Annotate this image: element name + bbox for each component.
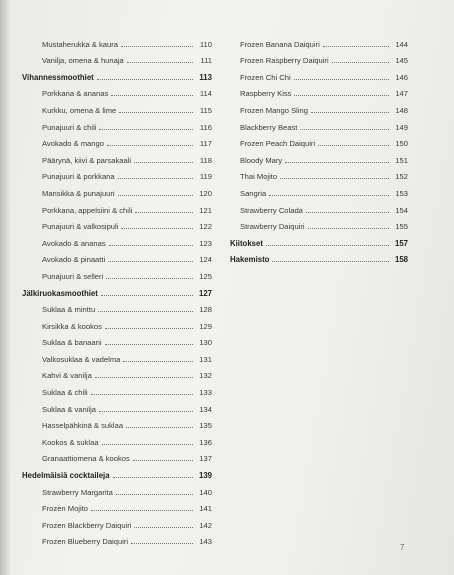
toc-section-entry bbox=[230, 248, 408, 265]
toc-entry-page: 120 bbox=[199, 188, 212, 198]
dot-leader bbox=[105, 344, 193, 345]
dot-leader bbox=[118, 178, 193, 179]
toc-entry-page: 143 bbox=[199, 537, 212, 547]
toc-entry-page: 148 bbox=[395, 105, 408, 115]
dot-leader bbox=[105, 328, 193, 329]
toc-entry-page: 144 bbox=[395, 39, 408, 49]
toc-entry-title: Raspberry Kiss bbox=[240, 89, 292, 99]
dot-leader bbox=[272, 261, 389, 262]
toc-entry-page: 130 bbox=[199, 338, 212, 348]
toc-entry-title: Strawberry Daiquiri bbox=[240, 222, 305, 232]
toc-entry bbox=[230, 132, 408, 149]
toc-entry bbox=[22, 298, 212, 315]
toc-entry-title: Suklaa & vanilja bbox=[42, 404, 97, 414]
toc-entry bbox=[22, 364, 212, 381]
toc-entry-page: 151 bbox=[395, 155, 408, 165]
toc-entry-page: 128 bbox=[199, 305, 212, 315]
toc-entry-page: 155 bbox=[395, 222, 408, 232]
toc-entry-title: Frozen Raspberry Daiquiri bbox=[240, 56, 329, 66]
toc-entry-title: Punajuuri & valkosipuli bbox=[42, 222, 119, 232]
toc-entry-page: 129 bbox=[199, 321, 212, 331]
dot-leader bbox=[107, 145, 193, 146]
dot-leader bbox=[311, 112, 389, 113]
toc-entry bbox=[230, 148, 408, 165]
toc-entry-title: Avokado & mango bbox=[42, 139, 104, 149]
dot-leader bbox=[121, 46, 193, 47]
dot-leader bbox=[91, 510, 193, 511]
toc-entry-page: 119 bbox=[199, 172, 212, 182]
toc-entry bbox=[22, 231, 212, 248]
toc-section-entry bbox=[22, 65, 212, 82]
dot-leader bbox=[269, 195, 389, 196]
toc-entry-title: Vanilja, omena & hunaja bbox=[42, 56, 124, 66]
dot-leader bbox=[126, 427, 193, 428]
toc-entry-page: 147 bbox=[395, 89, 408, 99]
toc-entry bbox=[22, 32, 212, 49]
toc-entry bbox=[22, 215, 212, 232]
toc-entry bbox=[22, 380, 212, 397]
dot-leader bbox=[133, 460, 193, 461]
dot-leader bbox=[95, 377, 193, 378]
dot-leader bbox=[99, 411, 193, 412]
dot-leader bbox=[91, 394, 193, 395]
toc-entry bbox=[22, 347, 212, 364]
dot-leader bbox=[318, 145, 389, 146]
toc-entry-page: 149 bbox=[395, 122, 408, 132]
toc-entry-title: Kurkku, omena & lime bbox=[42, 105, 117, 115]
toc-entry-title: Thai Mojito bbox=[240, 172, 278, 182]
toc-entry-title: Hasselpähkinä & suklaa bbox=[42, 421, 124, 431]
toc-entry bbox=[230, 98, 408, 115]
dot-leader bbox=[134, 162, 193, 163]
page-number: 7 bbox=[400, 543, 405, 552]
toc-entry bbox=[22, 248, 212, 265]
toc-entry-page: 158 bbox=[394, 255, 408, 265]
toc-entry-page: 142 bbox=[199, 520, 212, 530]
toc-entry-page: 131 bbox=[199, 354, 212, 364]
toc-entry bbox=[230, 65, 408, 82]
toc-entry bbox=[22, 165, 212, 182]
toc-entry bbox=[230, 215, 408, 232]
toc-entry-page: 154 bbox=[395, 205, 408, 215]
toc-section-entry bbox=[22, 281, 212, 298]
toc-entry-title: Kookos & suklaa bbox=[42, 437, 99, 447]
toc-entry-page: 133 bbox=[199, 388, 212, 398]
toc-entry-title: Strawberry Colada bbox=[240, 205, 303, 215]
dot-leader bbox=[280, 178, 389, 179]
toc-entry-title: Frozen Mojito bbox=[42, 504, 89, 514]
dot-leader bbox=[134, 527, 193, 528]
dot-leader bbox=[266, 245, 389, 246]
dot-leader bbox=[135, 212, 193, 213]
toc-entry-title: Frozen Chi Chi bbox=[240, 72, 291, 82]
toc-entry-page: 132 bbox=[199, 371, 212, 381]
toc-entry-page: 134 bbox=[199, 404, 212, 414]
toc-entry bbox=[22, 264, 212, 281]
dot-leader bbox=[119, 112, 193, 113]
toc-entry-title: Frozen Peach Daiquiri bbox=[240, 139, 316, 149]
toc-entry-title: Punajuuri & chili bbox=[42, 122, 97, 132]
toc-left-column bbox=[22, 32, 212, 546]
toc-entry-title: Kahvi & vanilja bbox=[42, 371, 92, 381]
toc-entry bbox=[230, 165, 408, 182]
toc-entry-page: 136 bbox=[199, 437, 212, 447]
toc-right-column bbox=[230, 32, 408, 264]
dot-leader bbox=[113, 477, 193, 478]
toc-entry-title: Suklaa & banaani bbox=[42, 338, 102, 348]
toc-entry-page: 152 bbox=[395, 172, 408, 182]
dot-leader bbox=[294, 95, 389, 96]
toc-entry bbox=[22, 314, 212, 331]
toc-entry-page: 137 bbox=[199, 454, 212, 464]
dot-leader bbox=[121, 228, 193, 229]
toc-entry bbox=[230, 181, 408, 198]
toc-entry-title: Sangria bbox=[240, 188, 267, 198]
toc-entry-page: 116 bbox=[199, 122, 212, 132]
dot-leader bbox=[98, 311, 193, 312]
toc-entry-title: Porkkana & ananas bbox=[42, 89, 109, 99]
toc-entry-page: 146 bbox=[395, 72, 408, 82]
toc-entry-title: Kirsikka & kookos bbox=[42, 321, 102, 331]
toc-entry-title: Frozen Banana Daiquiri bbox=[240, 39, 320, 49]
toc-entry-page: 118 bbox=[199, 155, 212, 165]
toc-entry bbox=[22, 82, 212, 99]
toc-entry bbox=[22, 148, 212, 165]
toc-entry-title: Avokado & pinaatti bbox=[42, 255, 106, 265]
toc-entry bbox=[22, 513, 212, 530]
toc-entry-title: Punajuuri & selleri bbox=[42, 271, 104, 281]
dot-leader bbox=[308, 228, 389, 229]
dot-leader bbox=[102, 444, 193, 445]
toc-entry-title: Porkkana, appelsiini & chili bbox=[42, 205, 133, 215]
toc-entry-page: 127 bbox=[198, 288, 212, 298]
toc-entry-page: 124 bbox=[199, 255, 212, 265]
toc-entry-page: 114 bbox=[199, 89, 212, 99]
dot-leader bbox=[111, 95, 193, 96]
toc-entry-title: Jälkiruokasmoothiet bbox=[22, 288, 98, 298]
dot-leader bbox=[285, 162, 389, 163]
dot-leader bbox=[97, 79, 193, 80]
toc-entry-title: Frozen Mango Sling bbox=[240, 105, 308, 115]
toc-entry-title: Strawberry Margarita bbox=[42, 487, 113, 497]
toc-entry bbox=[22, 447, 212, 464]
dot-leader bbox=[332, 62, 389, 63]
toc-entry-page: 115 bbox=[199, 105, 212, 115]
toc-entry bbox=[22, 397, 212, 414]
toc-entry bbox=[22, 414, 212, 431]
toc-entry-page: 110 bbox=[199, 39, 212, 49]
toc-entry-title: Hakemisto bbox=[230, 255, 270, 265]
toc-entry bbox=[230, 198, 408, 215]
dot-leader bbox=[101, 295, 193, 296]
toc-entry bbox=[22, 430, 212, 447]
dot-leader bbox=[109, 245, 193, 246]
toc-entry-page: 139 bbox=[198, 471, 212, 481]
toc-entry bbox=[22, 530, 212, 547]
toc-entry-title: Punajuuri & porkkana bbox=[42, 172, 115, 182]
toc-entry-page: 125 bbox=[199, 271, 212, 281]
dot-leader bbox=[118, 195, 193, 196]
toc-section-entry bbox=[22, 463, 212, 480]
toc-entry-title: Mustaherukka & kaura bbox=[42, 39, 118, 49]
toc-entry-page: 121 bbox=[199, 205, 212, 215]
page-spine-shadow bbox=[0, 0, 10, 575]
toc-entry-page: 123 bbox=[199, 238, 212, 248]
dot-leader bbox=[116, 494, 193, 495]
toc-entry-title: Hedelmäisiä cocktaileja bbox=[22, 471, 110, 481]
toc-entry-page: 113 bbox=[199, 72, 212, 82]
dot-leader bbox=[306, 212, 389, 213]
dot-leader bbox=[294, 79, 389, 80]
toc-entry bbox=[22, 115, 212, 132]
toc-entry bbox=[22, 132, 212, 149]
toc-entry-page: 117 bbox=[199, 139, 212, 149]
toc-entry-title: Suklaa & minttu bbox=[42, 305, 96, 315]
toc-entry-page: 135 bbox=[199, 421, 212, 431]
toc-entry-page: 145 bbox=[395, 56, 408, 66]
toc-entry-title: Päärynä, kiivi & parsakaali bbox=[42, 155, 132, 165]
toc-entry bbox=[230, 115, 408, 132]
toc-entry-page: 122 bbox=[199, 222, 212, 232]
dot-leader bbox=[106, 278, 193, 279]
toc-entry-page: 150 bbox=[395, 139, 408, 149]
toc-entry bbox=[22, 198, 212, 215]
toc-entry-title: Vihannessmoothiet bbox=[22, 72, 94, 82]
toc-entry bbox=[230, 82, 408, 99]
toc-entry-title: Kiitokset bbox=[230, 238, 263, 248]
dot-leader bbox=[300, 129, 389, 130]
dot-leader bbox=[323, 46, 389, 47]
toc-entry-page: 157 bbox=[394, 238, 408, 248]
toc-entry-page: 140 bbox=[199, 487, 212, 497]
toc-entry bbox=[22, 181, 212, 198]
dot-leader bbox=[99, 129, 193, 130]
toc-entry bbox=[22, 497, 212, 514]
toc-entry-title: Avokado & ananas bbox=[42, 238, 106, 248]
toc-entry-title: Frozen Blackberry Daiquiri bbox=[42, 520, 132, 530]
toc-entry-title: Valkosuklaa & vadelma bbox=[42, 354, 121, 364]
toc-entry-title: Blackberry Beast bbox=[240, 122, 298, 132]
dot-leader bbox=[131, 543, 193, 544]
toc-entry bbox=[230, 32, 408, 49]
toc-entry-title: Mansikka & punajuuri bbox=[42, 188, 115, 198]
toc-entry bbox=[230, 49, 408, 66]
toc-entry-page: 153 bbox=[395, 188, 408, 198]
toc-entry bbox=[22, 49, 212, 66]
toc-entry-title: Granaattiomena & kookos bbox=[42, 454, 130, 464]
toc-entry-page: 141 bbox=[199, 504, 212, 514]
toc-section-entry bbox=[230, 231, 408, 248]
toc-entry-title: Bloody Mary bbox=[240, 155, 283, 165]
toc-entry-page: 111 bbox=[200, 56, 212, 66]
toc-entry bbox=[22, 480, 212, 497]
toc-entry bbox=[22, 98, 212, 115]
dot-leader bbox=[127, 62, 193, 63]
dot-leader bbox=[108, 261, 193, 262]
toc-entry-title: Suklaa & chili bbox=[42, 388, 88, 398]
toc-entry-title: Frozen Blueberry Daiquiri bbox=[42, 537, 129, 547]
toc-entry bbox=[22, 331, 212, 348]
dot-leader bbox=[123, 361, 193, 362]
